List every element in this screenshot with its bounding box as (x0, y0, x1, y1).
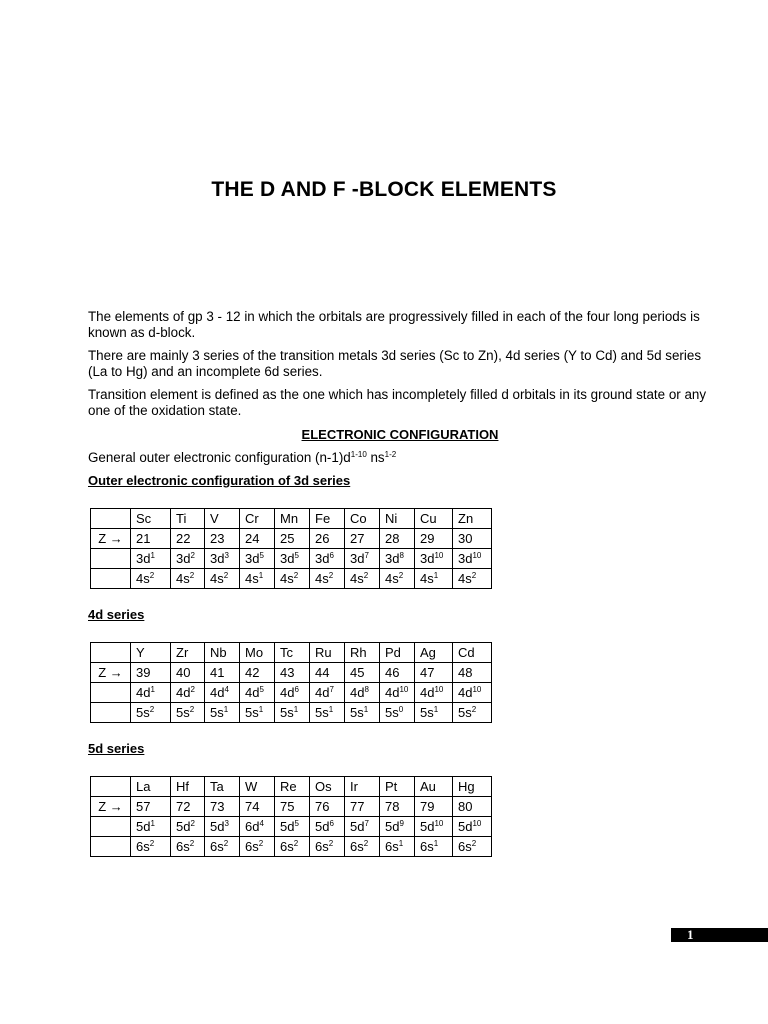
element-symbol-cell: Zr (171, 643, 205, 663)
s-electron-count: 1 (433, 704, 439, 714)
d-config-cell (310, 549, 345, 569)
atomic-number-cell: 78 (380, 797, 415, 817)
d-config-cell (345, 549, 380, 569)
s-config-cell (380, 569, 415, 589)
d-config-cell (171, 683, 205, 703)
s-electron-count: 1 (258, 570, 264, 580)
atomic-number-cell: 47 (415, 663, 453, 683)
s-config-cell (275, 703, 310, 723)
d-orbital-base: 3d (458, 550, 473, 566)
d-electron-count: 10 (434, 818, 444, 828)
d-electron-count: 1 (150, 818, 155, 828)
d-config-cell (415, 817, 453, 837)
d-electron-count: 10 (434, 550, 444, 560)
empty-label-cell (91, 683, 131, 703)
s-electron-count: 1 (363, 704, 369, 714)
s-orbital-row (91, 569, 492, 589)
s-config-cell (240, 837, 275, 857)
s-config-cell (131, 703, 171, 723)
s-orbital-base: 4s (350, 570, 364, 586)
s-orbital-row (91, 703, 492, 723)
d-electron-count: 10 (472, 550, 482, 560)
d-electron-count: 5 (259, 550, 264, 560)
d-config-cell (240, 817, 275, 837)
s-config-cell (310, 837, 345, 857)
page-title: THE D AND F -BLOCK ELEMENTS (211, 178, 557, 201)
s-orbital-base: 4s (210, 570, 224, 586)
d-electron-count: 2 (190, 684, 195, 694)
s-orbital-base: 5s (315, 704, 329, 720)
d-config-cell (275, 683, 310, 703)
section-heading: ELECTRONIC CONFIGURATION (301, 427, 499, 442)
d-config-cell (310, 817, 345, 837)
d-orbital-base: 5d (176, 818, 191, 834)
s-orbital-base: 5s (210, 704, 224, 720)
atomic-number-cell: 80 (453, 797, 492, 817)
element-symbol-cell: Ag (415, 643, 453, 663)
s-config-cell (415, 569, 453, 589)
element-symbol-cell: V (205, 509, 240, 529)
s-electron-count: 1 (433, 838, 439, 848)
s-orbital-base: 6s (458, 838, 472, 854)
atomic-number-cell: 22 (171, 529, 205, 549)
d-electron-count: 8 (399, 550, 404, 560)
s-config-cell (345, 569, 380, 589)
config-table-5d (90, 776, 492, 857)
s-config-cell (131, 837, 171, 857)
atomic-number-cell: 76 (310, 797, 345, 817)
d-config-cell (205, 549, 240, 569)
s-config-cell (205, 569, 240, 589)
element-symbol-cell: Hf (171, 777, 205, 797)
table-heading-5d: 5d series (88, 741, 145, 756)
d-orbital-base: 3d (136, 550, 151, 566)
config-table-3d (90, 508, 492, 589)
d-orbital-base: 5d (420, 818, 435, 834)
d-electron-count: 5 (294, 550, 299, 560)
d-electron-count: 6 (294, 684, 299, 694)
empty-label-cell (91, 549, 131, 569)
d-orbital-base: 4d (315, 684, 330, 700)
atomic-number-cell: 46 (380, 663, 415, 683)
s-electron-count: 1 (258, 704, 264, 714)
d-orbital-base: 5d (315, 818, 330, 834)
d-orbital-row (91, 817, 492, 837)
s-electron-count: 2 (363, 838, 369, 848)
element-symbol-cell: Fe (310, 509, 345, 529)
s-orbital-base: 5s (245, 704, 259, 720)
s-electron-count: 2 (471, 838, 477, 848)
s-config-cell (275, 569, 310, 589)
element-symbol-row (91, 643, 492, 663)
s-orbital-base: 6s (315, 838, 329, 854)
d-config-cell (310, 683, 345, 703)
s-electron-count: 2 (258, 838, 264, 848)
atomic-number-cell: 42 (240, 663, 275, 683)
s-orbital-base: 5s (420, 704, 434, 720)
d-orbital-base: 5d (385, 818, 400, 834)
s-electron-count: 2 (363, 570, 369, 580)
s-orbital-base: 5s (350, 704, 364, 720)
atomic-number-cell: 27 (345, 529, 380, 549)
d-config-cell (205, 817, 240, 837)
s-electron-count: 2 (189, 704, 195, 714)
element-symbol-cell: Ta (205, 777, 240, 797)
d-orbital-base: 3d (176, 550, 191, 566)
s-config-cell (310, 703, 345, 723)
empty-label-cell (91, 703, 131, 723)
atomic-number-cell: 25 (275, 529, 310, 549)
d-orbital-base: 4d (245, 684, 260, 700)
s-config-cell (380, 703, 415, 723)
s-electron-count: 1 (223, 704, 229, 714)
d-orbital-base: 3d (245, 550, 260, 566)
element-symbol-cell: Nb (205, 643, 240, 663)
d-electron-count: 2 (190, 550, 195, 560)
empty-label-cell (91, 837, 131, 857)
page-number: 1 (687, 927, 694, 942)
config-table-4d (90, 642, 492, 723)
d-config-cell (415, 549, 453, 569)
s-config-cell (453, 569, 492, 589)
empty-label-cell (91, 817, 131, 837)
table-heading-4d: 4d series (88, 607, 145, 622)
d-orbital-base: 3d (385, 550, 400, 566)
d-config-cell (345, 683, 380, 703)
d-orbital-row (91, 683, 492, 703)
d-electron-count: 3 (224, 818, 229, 828)
d-config-cell (171, 549, 205, 569)
d-orbital-base: 5d (280, 818, 295, 834)
s-config-cell (310, 569, 345, 589)
general-config-line (88, 450, 718, 466)
s-config-cell (240, 569, 275, 589)
s-orbital-base: 5s (136, 704, 150, 720)
d-config-cell (171, 817, 205, 837)
general-config-text: General outer electronic configuration (n-1)d (88, 450, 351, 465)
d-electron-count: 5 (294, 818, 299, 828)
element-symbol-cell: Ni (380, 509, 415, 529)
s-orbital-base: 4s (458, 570, 472, 586)
s-electron-count: 2 (149, 704, 155, 714)
element-symbol-cell: Y (131, 643, 171, 663)
atomic-number-cell: 41 (205, 663, 240, 683)
s-orbital-row (91, 837, 492, 857)
d-orbital-base: 5d (210, 818, 225, 834)
s-orbital-base: 6s (420, 838, 434, 854)
corner-cell (91, 509, 131, 529)
d-orbital-base: 4d (420, 684, 435, 700)
element-symbol-cell: Rh (345, 643, 380, 663)
table-heading-3d: Outer electronic configuration of 3d series (88, 473, 351, 488)
s-orbital-base: 5s (280, 704, 294, 720)
intro-paragraph-3: Transition element is defined as the one which has incompletely filled d orbitals in its ground state or any one of the oxidation state. (88, 387, 707, 418)
atomic-number-row (91, 529, 492, 549)
d-electron-count: 7 (364, 550, 369, 560)
d-orbital-base: 6d (245, 818, 260, 834)
s-orbital-base: 6s (210, 838, 224, 854)
element-symbol-row (91, 777, 492, 797)
d-orbital-base: 4d (280, 684, 295, 700)
atomic-number-row (91, 797, 492, 817)
d-orbital-base: 4d (176, 684, 191, 700)
d-orbital-base: 3d (420, 550, 435, 566)
d-config-cell (380, 683, 415, 703)
atomic-number-cell: 29 (415, 529, 453, 549)
empty-label-cell (91, 569, 131, 589)
d-electron-count: 4 (259, 818, 264, 828)
general-config-ns-sup: 1-2 (384, 450, 397, 459)
d-orbital-base: 4d (136, 684, 151, 700)
d-orbital-base: 5d (458, 818, 473, 834)
s-config-cell (240, 703, 275, 723)
s-config-cell (171, 703, 205, 723)
atomic-number-cell: 43 (275, 663, 310, 683)
s-config-cell (275, 837, 310, 857)
d-electron-count: 6 (329, 818, 334, 828)
element-symbol-cell: La (131, 777, 171, 797)
d-config-cell (275, 549, 310, 569)
s-config-cell (205, 837, 240, 857)
s-orbital-base: 4s (245, 570, 259, 586)
s-electron-count: 1 (433, 570, 439, 580)
s-config-cell (171, 837, 205, 857)
d-orbital-base: 3d (315, 550, 330, 566)
atomic-number-cell: 28 (380, 529, 415, 549)
element-symbol-cell: Re (275, 777, 310, 797)
d-electron-count: 8 (364, 684, 369, 694)
s-orbital-base: 6s (176, 838, 190, 854)
corner-cell (91, 777, 131, 797)
atomic-number-cell: 30 (453, 529, 492, 549)
d-config-cell (453, 817, 492, 837)
d-config-cell (415, 683, 453, 703)
s-electron-count: 1 (398, 838, 404, 848)
d-orbital-base: 4d (385, 684, 400, 700)
s-config-cell (205, 703, 240, 723)
s-orbital-base: 5s (458, 704, 472, 720)
s-orbital-base: 6s (245, 838, 259, 854)
d-orbital-base: 3d (210, 550, 225, 566)
atomic-number-cell: 26 (310, 529, 345, 549)
d-electron-count: 7 (329, 684, 334, 694)
atomic-number-cell: 39 (131, 663, 171, 683)
s-config-cell (415, 703, 453, 723)
s-orbital-base: 4s (315, 570, 329, 586)
d-config-cell (380, 817, 415, 837)
element-symbol-cell: Zn (453, 509, 492, 529)
s-electron-count: 2 (398, 570, 404, 580)
element-symbol-cell: Au (415, 777, 453, 797)
s-electron-count: 2 (328, 838, 334, 848)
atomic-number-cell: 72 (171, 797, 205, 817)
s-electron-count: 0 (398, 704, 404, 714)
d-config-cell (131, 549, 171, 569)
d-electron-count: 1 (150, 684, 155, 694)
atomic-number-cell: 79 (415, 797, 453, 817)
element-symbol-cell: Sc (131, 509, 171, 529)
s-orbital-base: 6s (136, 838, 150, 854)
intro-paragraph-2: There are mainly 3 series of the transition metals 3d series (Sc to Zn), 4d series (Y to Cd) and 5d series (La to Hg) and an incomplete 6d series. (88, 348, 702, 379)
d-electron-count: 10 (472, 818, 482, 828)
s-config-cell (345, 703, 380, 723)
s-orbital-base: 4s (136, 570, 150, 586)
s-orbital-base: 4s (385, 570, 399, 586)
s-electron-count: 2 (149, 570, 155, 580)
s-orbital-base: 4s (420, 570, 434, 586)
s-electron-count: 2 (223, 838, 229, 848)
element-symbol-cell: Mn (275, 509, 310, 529)
element-symbol-cell: Cu (415, 509, 453, 529)
element-symbol-cell: W (240, 777, 275, 797)
d-config-cell (205, 683, 240, 703)
general-config-ns: ns (366, 450, 385, 465)
d-electron-count: 10 (472, 684, 482, 694)
element-symbol-cell: Hg (453, 777, 492, 797)
z-label-cell: Z → (91, 663, 131, 683)
element-symbol-cell: Cr (240, 509, 275, 529)
element-symbol-cell: Os (310, 777, 345, 797)
element-symbol-cell: Ti (171, 509, 205, 529)
d-orbital-base: 3d (350, 550, 365, 566)
s-electron-count: 2 (293, 570, 299, 580)
corner-cell (91, 643, 131, 663)
d-orbital-row (91, 549, 492, 569)
s-orbital-base: 4s (280, 570, 294, 586)
s-orbital-base: 6s (280, 838, 294, 854)
s-orbital-base: 6s (350, 838, 364, 854)
d-orbital-base: 5d (350, 818, 365, 834)
element-symbol-cell: Ru (310, 643, 345, 663)
atomic-number-cell: 75 (275, 797, 310, 817)
element-symbol-cell: Ir (345, 777, 380, 797)
d-orbital-base: 5d (136, 818, 151, 834)
element-symbol-cell: Cd (453, 643, 492, 663)
page-number-bar (671, 928, 768, 942)
s-orbital-base: 5s (176, 704, 190, 720)
element-symbol-cell: Co (345, 509, 380, 529)
atomic-number-row (91, 663, 492, 683)
s-config-cell (453, 837, 492, 857)
d-electron-count: 1 (150, 550, 155, 560)
s-electron-count: 2 (471, 704, 477, 714)
element-symbol-cell: Pd (380, 643, 415, 663)
d-orbital-base: 4d (210, 684, 225, 700)
d-orbital-base: 4d (350, 684, 365, 700)
s-electron-count: 1 (328, 704, 334, 714)
d-electron-count: 2 (190, 818, 195, 828)
atomic-number-cell: 48 (453, 663, 492, 683)
s-electron-count: 2 (328, 570, 334, 580)
element-symbol-row (91, 509, 492, 529)
d-orbital-base: 4d (458, 684, 473, 700)
s-electron-count: 2 (189, 570, 195, 580)
d-electron-count: 7 (364, 818, 369, 828)
d-config-cell (131, 683, 171, 703)
s-electron-count: 1 (293, 704, 299, 714)
s-config-cell (131, 569, 171, 589)
atomic-number-cell: 45 (345, 663, 380, 683)
d-electron-count: 10 (434, 684, 444, 694)
z-label-cell: Z → (91, 529, 131, 549)
d-electron-count: 10 (399, 684, 409, 694)
s-orbital-base: 6s (385, 838, 399, 854)
s-electron-count: 2 (293, 838, 299, 848)
s-config-cell (415, 837, 453, 857)
d-config-cell (275, 817, 310, 837)
atomic-number-cell: 77 (345, 797, 380, 817)
d-electron-count: 3 (224, 550, 229, 560)
d-config-cell (453, 549, 492, 569)
intro-paragraph-1: The elements of gp 3 - 12 in which the orbitals are progressively filled in each of the four long periods is known as d-block. (88, 309, 700, 340)
element-symbol-cell: Pt (380, 777, 415, 797)
s-electron-count: 2 (189, 838, 195, 848)
s-electron-count: 2 (223, 570, 229, 580)
atomic-number-cell: 74 (240, 797, 275, 817)
d-electron-count: 9 (399, 818, 404, 828)
d-electron-count: 4 (224, 684, 229, 694)
z-label-cell: Z → (91, 797, 131, 817)
d-orbital-base: 3d (280, 550, 295, 566)
atomic-number-cell: 40 (171, 663, 205, 683)
s-orbital-base: 4s (176, 570, 190, 586)
general-config-d-sup: 1-10 (350, 450, 367, 459)
d-config-cell (380, 549, 415, 569)
s-config-cell (171, 569, 205, 589)
d-electron-count: 5 (259, 684, 264, 694)
atomic-number-cell: 44 (310, 663, 345, 683)
s-electron-count: 2 (471, 570, 477, 580)
atomic-number-cell: 21 (131, 529, 171, 549)
atomic-number-cell: 57 (131, 797, 171, 817)
d-config-cell (345, 817, 380, 837)
d-config-cell (240, 683, 275, 703)
d-electron-count: 6 (329, 550, 334, 560)
s-config-cell (345, 837, 380, 857)
s-config-cell (380, 837, 415, 857)
element-symbol-cell: Tc (275, 643, 310, 663)
atomic-number-cell: 23 (205, 529, 240, 549)
d-config-cell (131, 817, 171, 837)
d-config-cell (453, 683, 492, 703)
element-symbol-cell: Mo (240, 643, 275, 663)
s-electron-count: 2 (149, 838, 155, 848)
s-config-cell (453, 703, 492, 723)
atomic-number-cell: 73 (205, 797, 240, 817)
s-orbital-base: 5s (385, 704, 399, 720)
atomic-number-cell: 24 (240, 529, 275, 549)
d-config-cell (240, 549, 275, 569)
